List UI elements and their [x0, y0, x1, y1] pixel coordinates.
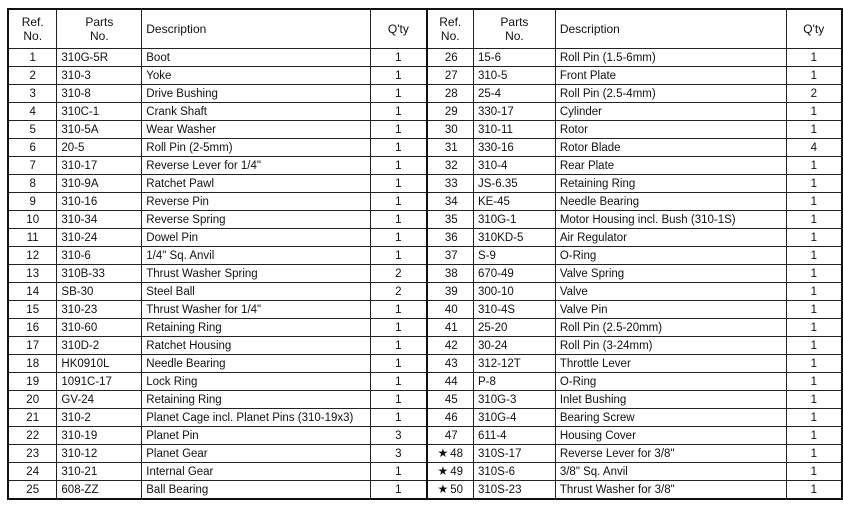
table-row	[8, 67, 842, 85]
part-no-cell-right: 310G-1	[473, 211, 555, 229]
qty-cell: 1	[371, 301, 427, 319]
qty-cell: 1	[371, 355, 427, 373]
part-no-cell-right: 310G-4	[473, 409, 555, 427]
qty-cell-right: 1	[786, 211, 842, 229]
table-row	[8, 247, 842, 265]
description-cell: Yoke	[142, 67, 371, 85]
ref-no-value: 32	[444, 160, 458, 172]
qty-cell-right: 1	[786, 463, 842, 481]
table-row	[8, 409, 842, 427]
part-no-cell: 310-6	[57, 247, 142, 265]
part-no-cell-right: 310-4S	[473, 301, 555, 319]
description-cell-right: O-Ring	[555, 373, 786, 391]
description-cell: Planet Cage incl. Planet Pins (310-19x3)	[142, 409, 371, 427]
ref-no-cell-right	[427, 409, 474, 427]
ref-no-value: 39	[444, 286, 458, 298]
ref-no-value: 37	[444, 250, 458, 262]
part-no-cell-right: JS-6.35	[473, 175, 555, 193]
ref-no-value: 29	[444, 106, 458, 118]
qty-cell: 1	[371, 337, 427, 355]
table-row	[8, 85, 842, 103]
ref-no-cell-right	[427, 247, 474, 265]
description-cell-right: Valve	[555, 283, 786, 301]
qty-cell-right: 1	[786, 301, 842, 319]
qty-cell-right: 1	[786, 67, 842, 85]
qty-cell-right: 1	[786, 265, 842, 283]
ref-no-cell-right	[427, 85, 474, 103]
ref-no-cell-right	[427, 139, 474, 157]
ref-no-cell-right	[427, 355, 474, 373]
table-row	[8, 49, 842, 67]
part-no-cell: 310-2	[57, 409, 142, 427]
part-no-cell: 608-ZZ	[57, 481, 142, 500]
ref-no-cell-right	[427, 319, 474, 337]
qty-cell-right: 1	[786, 247, 842, 265]
table-row	[8, 211, 842, 229]
qty-cell: 1	[371, 121, 427, 139]
description-cell: Lock Ring	[142, 373, 371, 391]
qty-cell: 1	[371, 85, 427, 103]
description-cell-right: Throttle Lever	[555, 355, 786, 373]
qty-cell: 2	[371, 265, 427, 283]
part-no-cell: 310-16	[57, 193, 142, 211]
description-cell: Roll Pin (2-5mm)	[142, 139, 371, 157]
description-cell-right: Cylinder	[555, 103, 786, 121]
qty-cell-right: 1	[786, 193, 842, 211]
part-no-cell-right: 310G-3	[473, 391, 555, 409]
qty-cell-right: 1	[786, 49, 842, 67]
ref-no-cell: 11	[8, 229, 57, 247]
qty-cell: 1	[371, 463, 427, 481]
description-cell-right: Air Regulator	[555, 229, 786, 247]
ref-no-cell-right	[427, 193, 474, 211]
description-header: Description	[142, 9, 371, 49]
part-no-cell: 310-8	[57, 85, 142, 103]
ref-no-cell: 5	[8, 121, 57, 139]
part-no-cell-right: P-8	[473, 373, 555, 391]
description-cell-right: O-Ring	[555, 247, 786, 265]
part-no-cell: 1091C-17	[57, 373, 142, 391]
ref-no-cell: 12	[8, 247, 57, 265]
ref-no-value: 41	[444, 322, 458, 334]
ref-no-value: 45	[444, 394, 458, 406]
ref-no-cell: 22	[8, 427, 57, 445]
description-cell-right: Rear Plate	[555, 157, 786, 175]
part-no-cell: 310D-2	[57, 337, 142, 355]
ref-no-cell-right	[427, 103, 474, 121]
ref-no-cell: 25	[8, 481, 57, 500]
table-row	[8, 373, 842, 391]
parts-list-sheet	[7, 8, 843, 500]
ref-no-cell: 4	[8, 103, 57, 121]
part-no-cell: 310-5A	[57, 121, 142, 139]
table-row	[8, 229, 842, 247]
table-row	[8, 427, 842, 445]
part-no-cell: SB-30	[57, 283, 142, 301]
part-no-cell-right: 330-16	[473, 139, 555, 157]
part-no-cell-right: 310S-17	[473, 445, 555, 463]
description-cell-right: Motor Housing incl. Bush (310-1S)	[555, 211, 786, 229]
description-cell-right: Bearing Screw	[555, 409, 786, 427]
qty-cell: 1	[371, 103, 427, 121]
description-cell: Retaining Ring	[142, 319, 371, 337]
part-no-cell: 310C-1	[57, 103, 142, 121]
table-row	[8, 463, 842, 481]
description-cell: Steel Ball	[142, 283, 371, 301]
ref-no-cell-right	[427, 67, 474, 85]
qty-cell-right: 1	[786, 337, 842, 355]
ref-no-value: 50	[450, 484, 464, 496]
ref-no-cell-right	[427, 175, 474, 193]
table-row	[8, 481, 842, 500]
qty-cell-right: 1	[786, 481, 842, 500]
ref-no-cell: 8	[8, 175, 57, 193]
part-no-cell: 310-3	[57, 67, 142, 85]
ref-no-header-right: Ref. No.	[427, 9, 474, 49]
part-no-cell-right: 670-49	[473, 265, 555, 283]
description-cell: Reverse Lever for 1/4"	[142, 157, 371, 175]
qty-cell-right: 1	[786, 229, 842, 247]
qty-cell: 1	[371, 391, 427, 409]
ref-no-value: 49	[450, 466, 464, 478]
ref-no-cell: 17	[8, 337, 57, 355]
description-cell: Wear Washer	[142, 121, 371, 139]
ref-no-cell-right	[427, 157, 474, 175]
part-no-cell-right: 310S-23	[473, 481, 555, 500]
ref-no-cell: 18	[8, 355, 57, 373]
part-no-cell-right: 310-11	[473, 121, 555, 139]
table-row	[8, 337, 842, 355]
description-cell-right: Inlet Bushing	[555, 391, 786, 409]
qty-cell-right: 1	[786, 373, 842, 391]
qty-header-right: Q'ty	[786, 9, 842, 49]
description-cell: 1/4" Sq. Anvil	[142, 247, 371, 265]
ref-no-value: 48	[450, 448, 464, 460]
part-no-cell-right: S-9	[473, 247, 555, 265]
description-cell-right: Thrust Washer for 3/8"	[555, 481, 786, 500]
ref-no-cell-right	[427, 337, 474, 355]
description-cell: Thrust Washer for 1/4"	[142, 301, 371, 319]
ref-no-cell-right	[427, 211, 474, 229]
table-body	[8, 49, 842, 500]
qty-cell-right: 2	[786, 85, 842, 103]
part-no-cell: 310-17	[57, 157, 142, 175]
qty-cell-right: 1	[786, 427, 842, 445]
description-cell: Drive Bushing	[142, 85, 371, 103]
part-no-cell: 310-23	[57, 301, 142, 319]
star-icon: ★	[437, 482, 449, 496]
ref-no-cell: 14	[8, 283, 57, 301]
part-no-cell-right: 15-6	[473, 49, 555, 67]
ref-no-cell-right	[427, 283, 474, 301]
part-no-cell: GV-24	[57, 391, 142, 409]
part-no-cell-right: 310S-6	[473, 463, 555, 481]
description-cell-right: Roll Pin (2.5-4mm)	[555, 85, 786, 103]
description-cell-right: Reverse Lever for 3/8"	[555, 445, 786, 463]
ref-no-cell-right	[427, 301, 474, 319]
description-cell-right: Rotor	[555, 121, 786, 139]
qty-cell: 1	[371, 193, 427, 211]
description-cell: Ratchet Housing	[142, 337, 371, 355]
ref-no-header: Ref. No.	[8, 9, 57, 49]
ref-no-cell-right	[427, 265, 474, 283]
qty-cell-right: 1	[786, 103, 842, 121]
qty-cell: 1	[371, 319, 427, 337]
qty-cell: 1	[371, 49, 427, 67]
ref-no-value: 36	[444, 232, 458, 244]
qty-cell: 3	[371, 427, 427, 445]
ref-no-cell-right	[427, 427, 474, 445]
table-row	[8, 355, 842, 373]
part-no-cell-right: 300-10	[473, 283, 555, 301]
part-no-cell-right: 312-12T	[473, 355, 555, 373]
ref-no-value: 47	[444, 430, 458, 442]
ref-no-value: 30	[444, 124, 458, 136]
ref-no-cell-right	[427, 463, 474, 481]
part-no-cell: 310-60	[57, 319, 142, 337]
ref-no-value: 28	[444, 88, 458, 100]
ref-no-cell-right	[427, 49, 474, 67]
qty-cell: 1	[371, 211, 427, 229]
table-row	[8, 193, 842, 211]
description-cell: Thrust Washer Spring	[142, 265, 371, 283]
star-icon: ★	[437, 464, 449, 478]
ref-no-cell: 13	[8, 265, 57, 283]
ref-no-cell-right	[427, 121, 474, 139]
ref-no-value: 26	[444, 52, 458, 64]
ref-no-cell: 3	[8, 85, 57, 103]
description-cell: Ball Bearing	[142, 481, 371, 500]
ref-no-cell: 2	[8, 67, 57, 85]
qty-cell: 1	[371, 481, 427, 500]
description-cell: Reverse Pin	[142, 193, 371, 211]
ref-no-value: 43	[444, 358, 458, 370]
ref-no-value: 34	[444, 196, 458, 208]
description-cell-right: Retaining Ring	[555, 175, 786, 193]
qty-cell-right: 1	[786, 409, 842, 427]
description-cell: Reverse Spring	[142, 211, 371, 229]
table-row	[8, 319, 842, 337]
ref-no-cell: 10	[8, 211, 57, 229]
ref-no-value: 27	[444, 70, 458, 82]
ref-no-cell: 7	[8, 157, 57, 175]
qty-cell: 1	[371, 139, 427, 157]
table-header	[8, 9, 842, 49]
description-cell-right: Roll Pin (1.5-6mm)	[555, 49, 786, 67]
ref-no-cell: 24	[8, 463, 57, 481]
description-cell: Ratchet Pawl	[142, 175, 371, 193]
ref-no-value: 33	[444, 178, 458, 190]
qty-cell: 1	[371, 67, 427, 85]
ref-no-value: 31	[444, 142, 458, 154]
qty-cell: 2	[371, 283, 427, 301]
table-row	[8, 283, 842, 301]
parts-list-table	[7, 8, 843, 500]
qty-cell: 1	[371, 409, 427, 427]
ref-no-value: 44	[444, 376, 458, 388]
ref-no-cell-right	[427, 391, 474, 409]
part-no-cell: 310G-5R	[57, 49, 142, 67]
table-row	[8, 445, 842, 463]
description-cell: Planet Gear	[142, 445, 371, 463]
part-no-cell: 310-34	[57, 211, 142, 229]
ref-no-cell: 20	[8, 391, 57, 409]
ref-no-cell: 6	[8, 139, 57, 157]
description-cell-right: Needle Bearing	[555, 193, 786, 211]
part-no-cell: 310-24	[57, 229, 142, 247]
ref-no-cell: 19	[8, 373, 57, 391]
ref-no-cell: 9	[8, 193, 57, 211]
part-no-cell-right: 25-4	[473, 85, 555, 103]
description-cell: Planet Pin	[142, 427, 371, 445]
qty-cell-right: 1	[786, 121, 842, 139]
description-cell-right: Valve Spring	[555, 265, 786, 283]
part-no-cell-right: 30-24	[473, 337, 555, 355]
ref-no-cell: 15	[8, 301, 57, 319]
qty-cell: 3	[371, 445, 427, 463]
part-no-cell-right: 310-5	[473, 67, 555, 85]
description-cell-right: Housing Cover	[555, 427, 786, 445]
part-no-cell-right: 330-17	[473, 103, 555, 121]
qty-cell-right: 1	[786, 283, 842, 301]
qty-cell-right: 1	[786, 157, 842, 175]
table-row	[8, 391, 842, 409]
description-cell-right: Rotor Blade	[555, 139, 786, 157]
description-header-right: Description	[555, 9, 786, 49]
description-cell: Dowel Pin	[142, 229, 371, 247]
part-no-cell: 310-21	[57, 463, 142, 481]
part-no-cell: 20-5	[57, 139, 142, 157]
qty-cell-right: 1	[786, 445, 842, 463]
part-no-cell: 310-19	[57, 427, 142, 445]
ref-no-value: 42	[444, 340, 458, 352]
ref-no-value: 40	[444, 304, 458, 316]
part-no-cell-right: KE-45	[473, 193, 555, 211]
parts-no-header-right: Parts No.	[473, 9, 555, 49]
ref-no-cell: 21	[8, 409, 57, 427]
ref-no-cell: 1	[8, 49, 57, 67]
table-row	[8, 157, 842, 175]
part-no-cell: 310-9A	[57, 175, 142, 193]
table-row	[8, 139, 842, 157]
table-row	[8, 265, 842, 283]
description-cell-right: 3/8" Sq. Anvil	[555, 463, 786, 481]
qty-cell: 1	[371, 373, 427, 391]
description-cell-right: Roll Pin (3-24mm)	[555, 337, 786, 355]
part-no-cell: HK0910L	[57, 355, 142, 373]
ref-no-value: 35	[444, 214, 458, 226]
qty-cell-right: 1	[786, 319, 842, 337]
description-cell: Crank Shaft	[142, 103, 371, 121]
part-no-cell-right: 310KD-5	[473, 229, 555, 247]
description-cell-right: Valve Pin	[555, 301, 786, 319]
part-no-cell: 310B-33	[57, 265, 142, 283]
qty-cell: 1	[371, 175, 427, 193]
description-cell: Internal Gear	[142, 463, 371, 481]
table-row	[8, 301, 842, 319]
ref-no-cell-right	[427, 445, 474, 463]
description-cell: Needle Bearing	[142, 355, 371, 373]
star-icon: ★	[437, 446, 449, 460]
qty-cell: 1	[371, 229, 427, 247]
qty-cell-right: 1	[786, 391, 842, 409]
part-no-cell-right: 310-4	[473, 157, 555, 175]
description-cell-right: Roll Pin (2.5-20mm)	[555, 319, 786, 337]
ref-no-cell: 23	[8, 445, 57, 463]
qty-header: Q'ty	[371, 9, 427, 49]
table-row	[8, 121, 842, 139]
ref-no-cell-right	[427, 373, 474, 391]
part-no-cell: 310-12	[57, 445, 142, 463]
description-cell: Boot	[142, 49, 371, 67]
part-no-cell-right: 611-4	[473, 427, 555, 445]
description-cell-right: Front Plate	[555, 67, 786, 85]
table-row	[8, 103, 842, 121]
qty-cell-right: 1	[786, 175, 842, 193]
qty-cell: 1	[371, 157, 427, 175]
ref-no-cell: 16	[8, 319, 57, 337]
qty-cell-right: 1	[786, 355, 842, 373]
ref-no-value: 38	[444, 268, 458, 280]
ref-no-value: 46	[444, 412, 458, 424]
part-no-cell-right: 25-20	[473, 319, 555, 337]
ref-no-cell-right	[427, 481, 474, 500]
qty-cell-right: 4	[786, 139, 842, 157]
table-row	[8, 175, 842, 193]
description-cell: Retaining Ring	[142, 391, 371, 409]
qty-cell: 1	[371, 247, 427, 265]
ref-no-cell-right	[427, 229, 474, 247]
parts-no-header: Parts No.	[57, 9, 142, 49]
